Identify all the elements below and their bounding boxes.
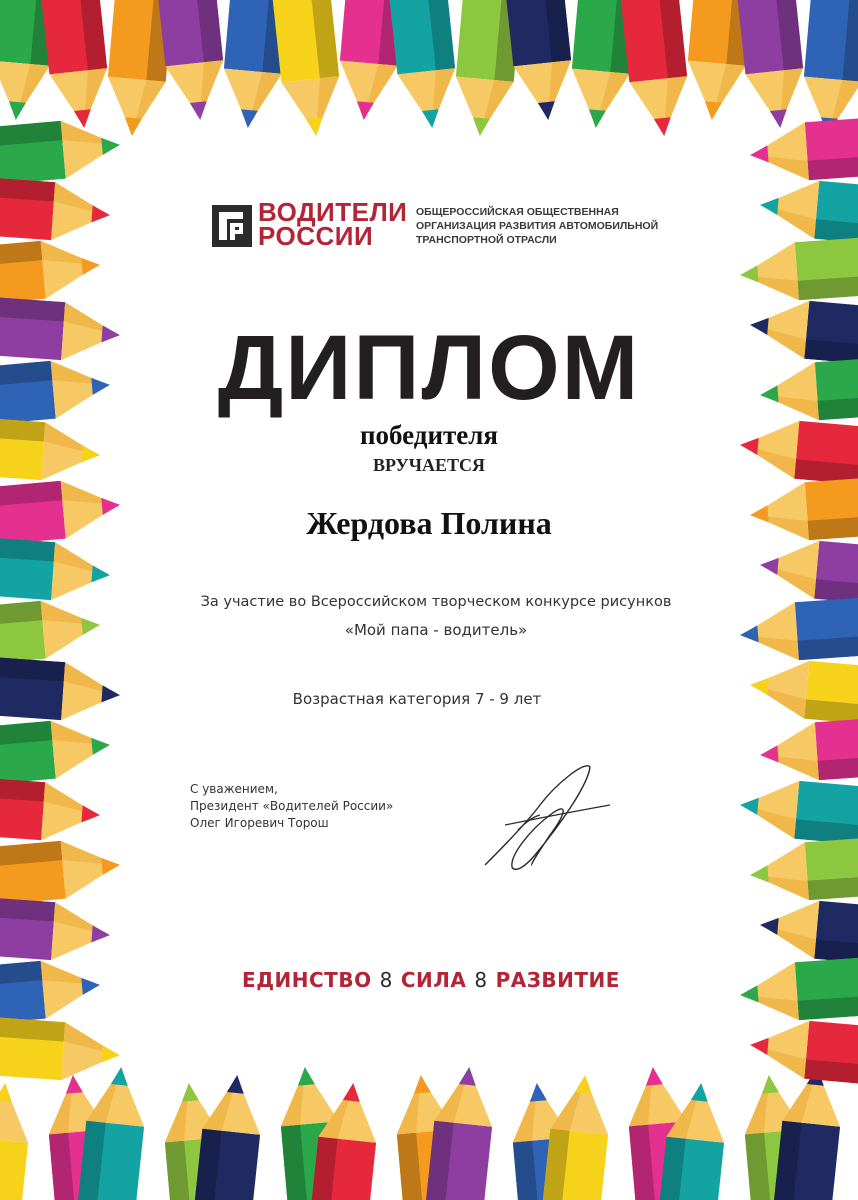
handwritten-signature	[470, 755, 620, 875]
pencil-icon	[747, 1016, 858, 1090]
signature-block	[190, 781, 393, 832]
organization-description	[416, 205, 676, 247]
pencil-icon	[737, 776, 858, 850]
contest-name: «Мой папа - водитель»	[344, 621, 528, 639]
pencil-icon	[0, 1013, 122, 1084]
pencil-icon	[0, 116, 123, 190]
awarded-label: ВРУЧАЕТСЯ	[373, 455, 485, 475]
pencil-icon	[799, 0, 858, 139]
motto-separator: 8	[379, 968, 393, 992]
organization-logo-wordmark	[258, 197, 408, 251]
pencil-icon	[758, 713, 858, 784]
pencil-icon	[748, 113, 858, 184]
contest-description: За участие во Всероссийском творческом конкурсе рисунков	[200, 594, 672, 610]
organization-description-line: ТРАНСПОРТНОЙ ОТРАСЛИ	[416, 234, 557, 246]
signature-line: Олег Игоревич Торош	[190, 816, 329, 830]
pencil-icon	[0, 716, 113, 790]
diploma-subtitle: победителя	[359, 420, 499, 450]
diploma-title: ДИПЛОМ	[217, 317, 641, 419]
motto-word: РАЗВИТИЕ	[495, 968, 620, 992]
pencil-icon	[0, 1080, 34, 1200]
pencil-icon	[748, 833, 858, 904]
logo-line-1: ВОДИТЕЛИ	[258, 197, 408, 227]
pencil-icon	[0, 653, 122, 724]
age-category: Возрастная категория 7 - 9 лет	[292, 690, 542, 708]
pencil-icon	[0, 173, 112, 244]
pencil-icon	[738, 233, 858, 304]
pencil-icon	[0, 836, 123, 910]
motto-separator: 8	[474, 968, 488, 992]
signature-line: С уважением,	[190, 782, 278, 796]
organization-description-line: ОРГАНИЗАЦИЯ РАЗВИТИЯ АВТОМОБИЛЬНОЙ	[416, 220, 659, 232]
motto-word: СИЛА	[400, 968, 467, 992]
organization-logo-icon	[210, 203, 254, 249]
signature-line: Президент «Водителей России»	[190, 799, 394, 813]
recipient-name: Жердова Полина	[306, 505, 552, 541]
logo-line-2: РОССИИ	[258, 221, 374, 251]
pencil-icon	[0, 893, 112, 964]
organization-description-line: ОБЩЕРОССИЙСКАЯ ОБЩЕСТВЕННАЯ	[416, 206, 619, 218]
motto-word: ЕДИНСТВО	[242, 968, 372, 992]
pencil-icon	[0, 773, 102, 844]
organization-motto	[0, 968, 858, 992]
